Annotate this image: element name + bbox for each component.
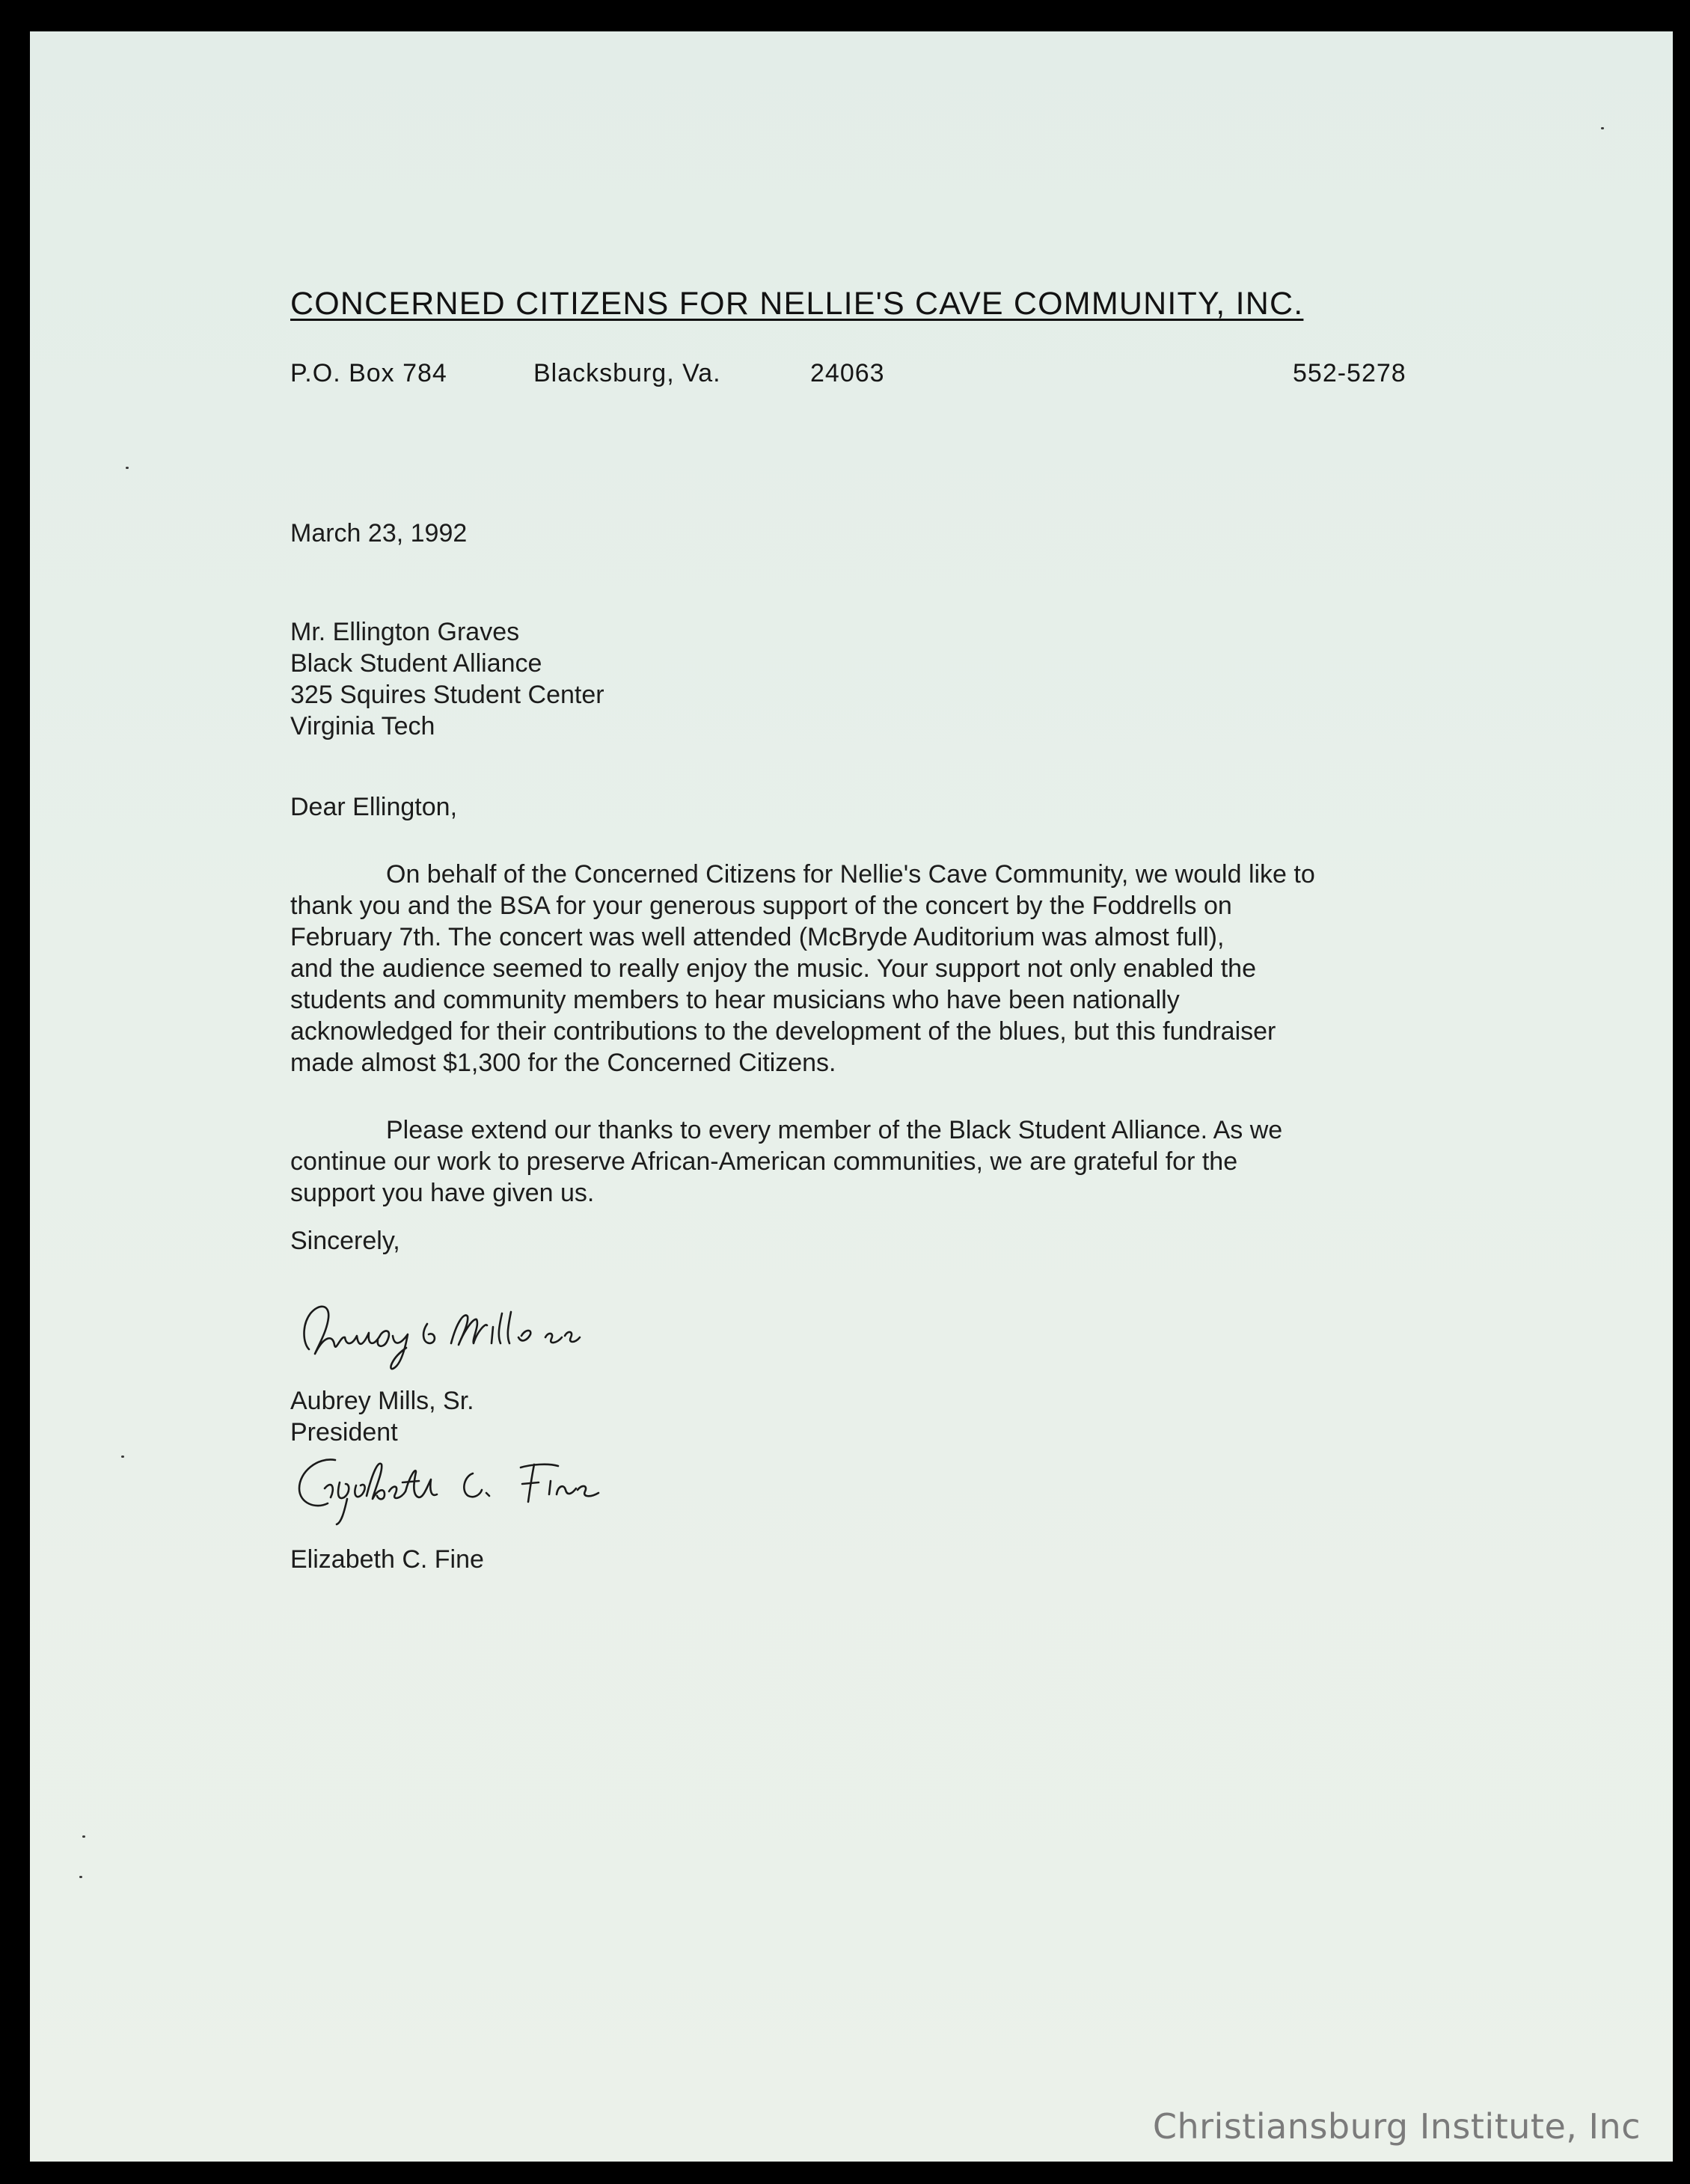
signatory-2-name: Elizabeth C. Fine [290, 1545, 484, 1574]
paper-speck [79, 1876, 82, 1878]
body-paragraph-1 [290, 859, 1487, 1079]
signatory-name: Aubrey Mills, Sr. [290, 1387, 474, 1415]
signatory-title: President [290, 1418, 398, 1447]
paragraph-line: and the audience seemed to really enjoy the music. Your support not only enabled the [290, 954, 1256, 983]
paragraph-line: thank you and the BSA for your generous support of the concert by the Foddrells on [290, 892, 1232, 920]
recipient-address: 325 Squires Student Center [290, 681, 604, 709]
paragraph-line: students and community members to hear musicians who have been nationally [290, 986, 1180, 1014]
recipient-org: Black Student Alliance [290, 649, 542, 678]
recipient-name: Mr. Ellington Graves [290, 618, 520, 646]
signatory-1 [290, 1385, 474, 1448]
paragraph-line: February 7th. The concert was well attended (McBryde Auditorium was almost full), [290, 923, 1225, 951]
letterhead-zip: 24063 [810, 359, 885, 387]
signature-elizabeth-fine [284, 1442, 658, 1532]
paragraph-line: On behalf of the Concerned Citizens for Nellie's Cave Community, we would like to [386, 860, 1315, 889]
paragraph-line: made almost $1,300 for the Concerned Citizens. [290, 1049, 836, 1077]
closing: Sincerely, [290, 1227, 400, 1255]
paragraph-line: acknowledged for their contributions to the development of the blues, but this fundraiser [290, 1017, 1276, 1046]
archive-watermark: Christiansburg Institute, Inc [1152, 2106, 1641, 2147]
letterhead-po-box: P.O. Box 784 [290, 359, 447, 387]
letter-page [30, 31, 1673, 2162]
letterhead-phone: 552-5278 [1293, 359, 1406, 387]
letterhead-org-name: CONCERNED CITIZENS FOR NELLIE'S CAVE COMMUNITY, INC. [290, 286, 1304, 322]
paragraph-line: continue our work to preserve African-American communities, we are grateful for the [290, 1147, 1238, 1176]
recipient-institution: Virginia Tech [290, 712, 435, 740]
paper-speck [126, 467, 129, 469]
salutation: Dear Ellington, [290, 793, 458, 821]
letter-date: March 23, 1992 [290, 519, 468, 547]
signature-aubrey-mills [281, 1291, 640, 1373]
paragraph-line: support you have given us. [290, 1179, 595, 1207]
paper-speck [82, 1835, 85, 1838]
recipient-block [290, 616, 604, 742]
letterhead-city-state: Blacksburg, Va. [533, 359, 721, 387]
paper-speck [1601, 127, 1604, 129]
paper-speck [121, 1456, 124, 1458]
paragraph-line: Please extend our thanks to every member of the Black Student Alliance. As we [386, 1116, 1283, 1144]
body-paragraph-2 [290, 1114, 1487, 1209]
